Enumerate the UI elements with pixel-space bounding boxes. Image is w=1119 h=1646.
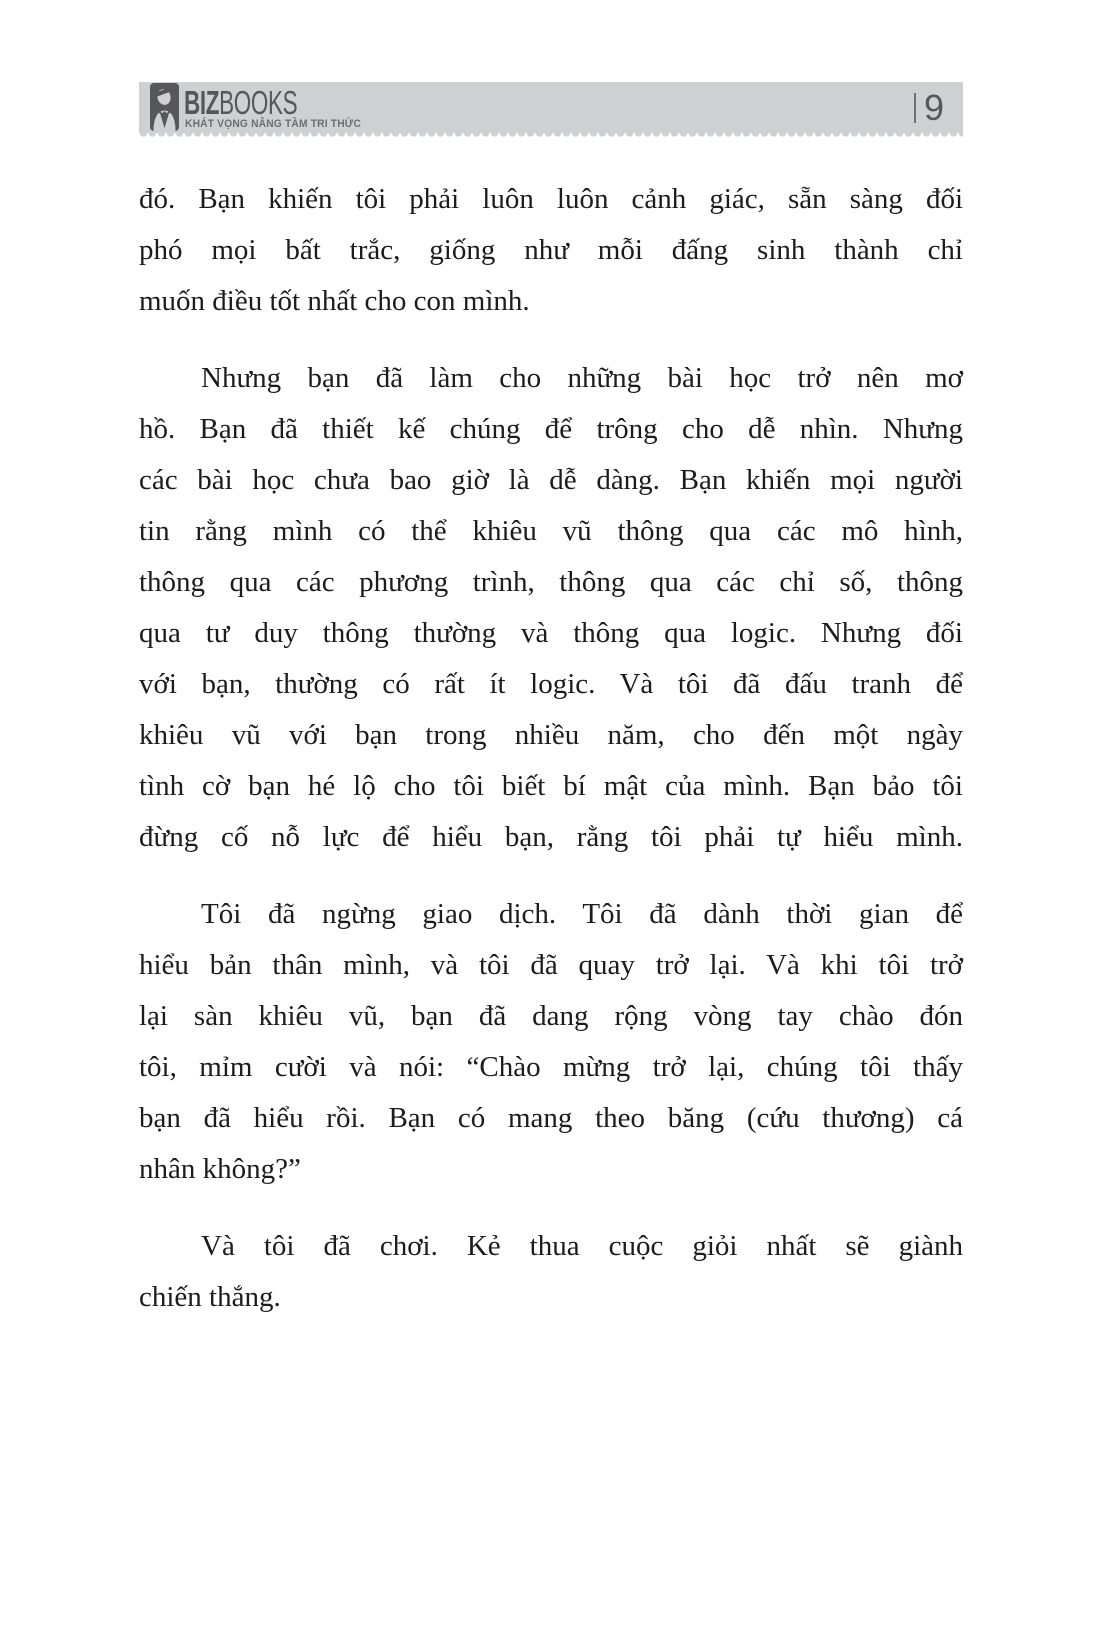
paragraph — [139, 889, 963, 1195]
text-line: khiêu vũ với bạn trong nhiều năm, cho đến một ngày — [139, 719, 963, 751]
header-scalloped-edge — [139, 133, 963, 139]
text-line: phó mọi bất trắc, giống như mỗi đấng sinh thành chỉ — [139, 234, 963, 266]
paragraph — [139, 353, 963, 863]
bizbooks-logo-icon — [150, 83, 179, 131]
text-line: chiến thắng. — [139, 1281, 281, 1313]
text-line: tin rằng mình có thể khiêu vũ thông qua các mô hình, — [139, 515, 963, 547]
text-line: nhân không?” — [139, 1153, 301, 1185]
brand-tagline: KHÁT VỌNG NÂNG TẦM TRI THỨC — [185, 118, 362, 130]
text-line: lại sàn khiêu vũ, bạn đã dang rộng vòng tay chào đón — [139, 1000, 963, 1032]
text-line: hiểu bản thân mình, và tôi đã quay trở lại. Và khi tôi trở — [139, 949, 963, 981]
text-line: tình cờ bạn hé lộ cho tôi biết bí mật của mình. Bạn bảo tôi — [139, 770, 963, 802]
text-line: Và tôi đã chơi. Kẻ thua cuộc giỏi nhất sẽ giành — [201, 1230, 963, 1262]
text-line: với bạn, thường có rất ít logic. Và tôi đã đấu tranh để — [139, 668, 963, 700]
header-bar — [139, 82, 963, 133]
text-line: các bài học chưa bao giờ là dễ dàng. Bạn khiến mọi người — [139, 464, 963, 496]
text-line: bạn đã hiểu rồi. Bạn có mang theo băng (cứu thương) cá — [139, 1102, 963, 1134]
text-line: muốn điều tốt nhất cho con mình. — [139, 285, 530, 317]
text-line: thông qua các phương trình, thông qua các chỉ số, thông — [139, 566, 963, 598]
text-line: Nhưng bạn đã làm cho những bài học trở nên mơ — [201, 362, 963, 394]
text-line: tôi, mỉm cười và nói: “Chào mừng trở lại, chúng tôi thấy — [139, 1051, 963, 1083]
text-line: Tôi đã ngừng giao dịch. Tôi đã dành thời gian để — [201, 898, 963, 930]
page-content — [139, 174, 963, 1349]
brand-name — [184, 86, 297, 119]
page-number-separator-icon — [914, 93, 916, 123]
page-number-value: 9 — [923, 86, 944, 128]
paragraph — [139, 174, 963, 327]
text-line: hồ. Bạn đã thiết kế chúng để trông cho dễ nhìn. Nhưng — [139, 413, 963, 445]
text-line: đó. Bạn khiến tôi phải luôn luôn cảnh giác, sẵn sàng đối — [139, 183, 963, 215]
paragraph — [139, 1221, 963, 1323]
text-line: qua tư duy thông thường và thông qua logic. Nhưng đối — [139, 617, 963, 649]
text-line: đừng cố nỗ lực để hiểu bạn, rằng tôi phải tự hiểu mình. — [139, 821, 963, 853]
brand-name-books: BOOKS — [219, 84, 298, 121]
page-number — [914, 82, 944, 133]
brand-name-biz: BIZ — [184, 84, 220, 121]
